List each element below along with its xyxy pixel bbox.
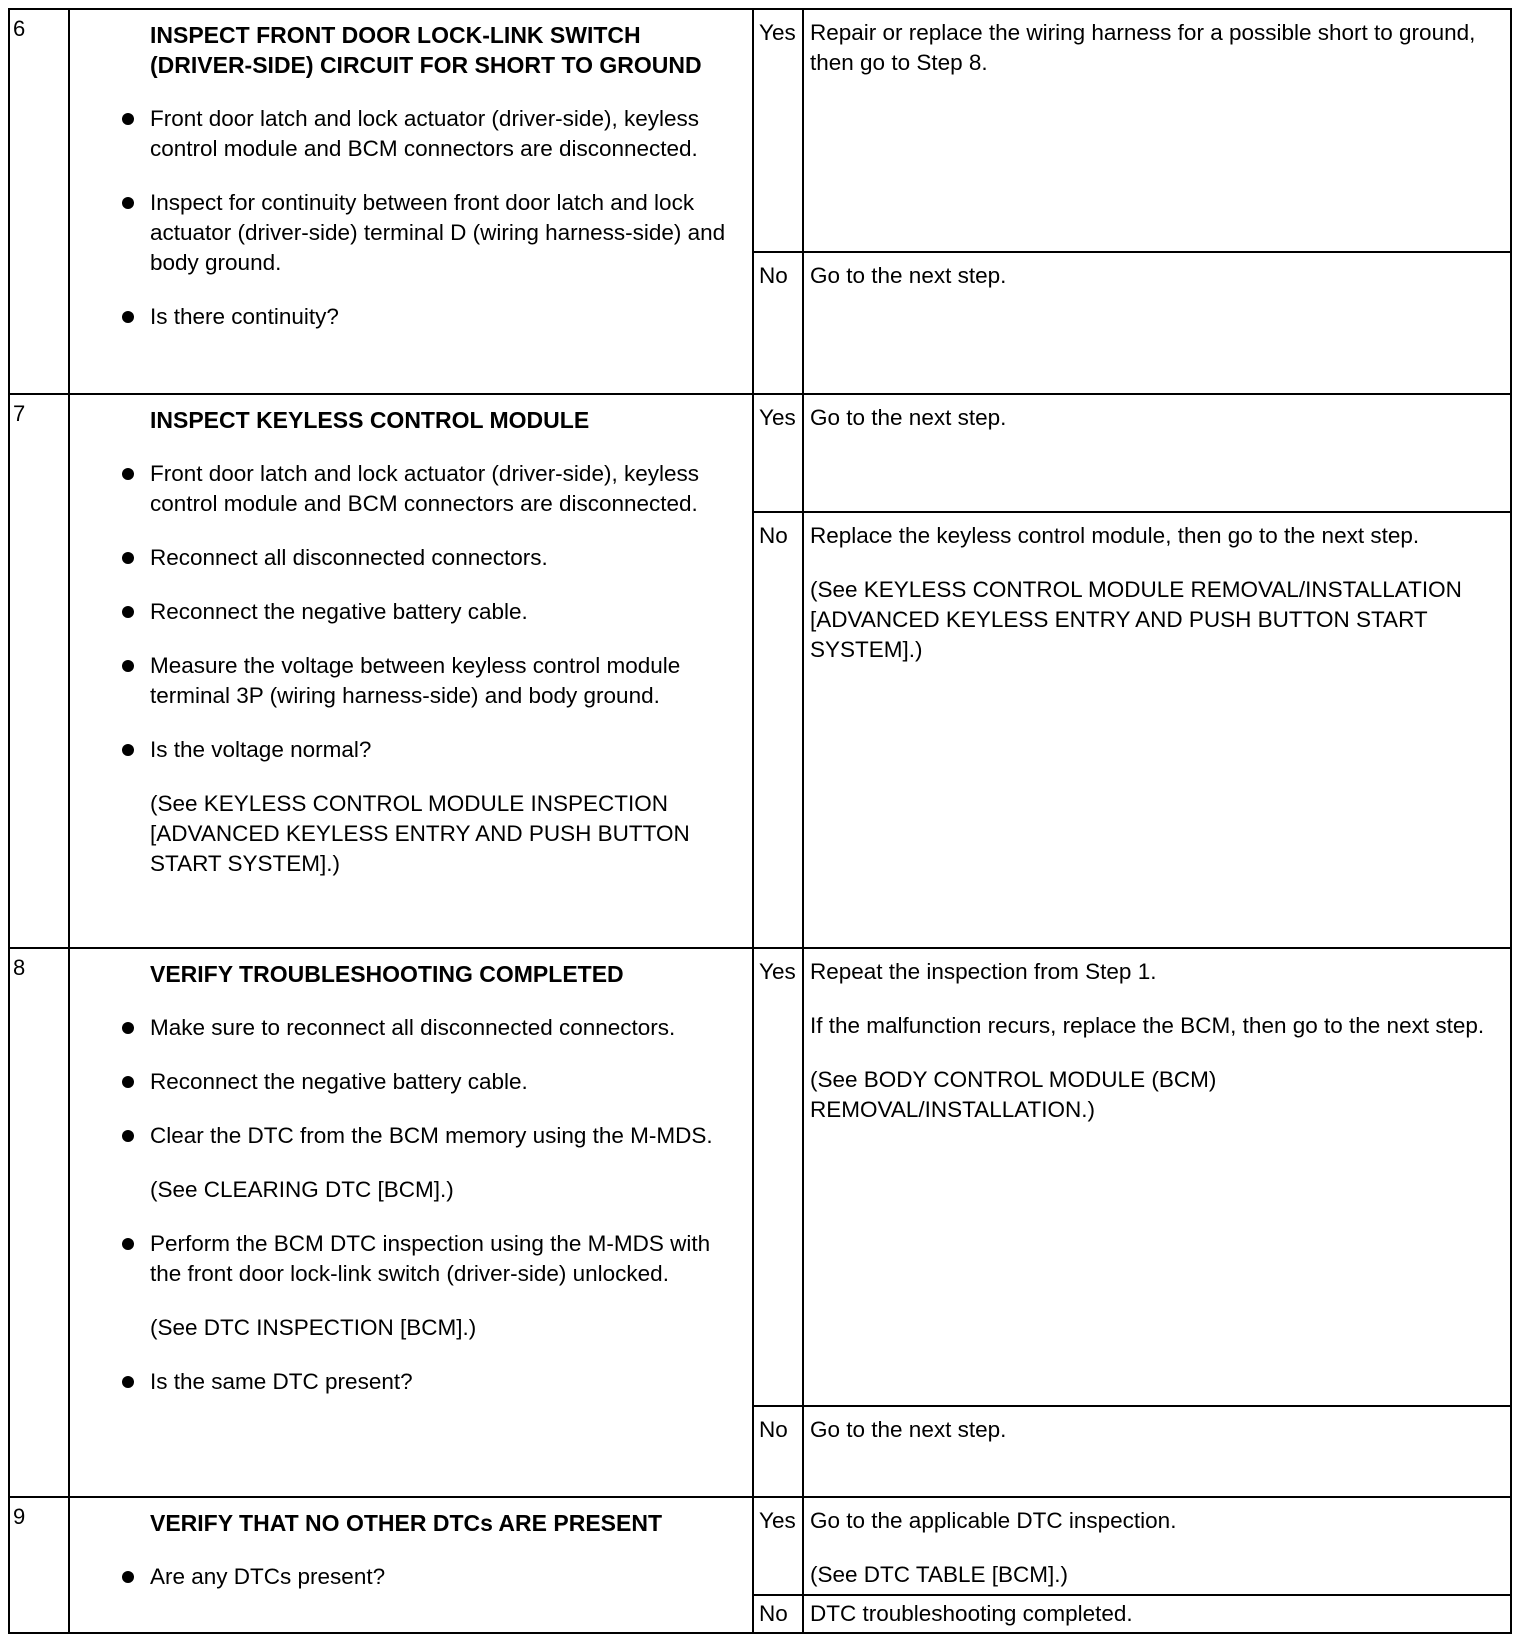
action-cell <box>69 948 753 1497</box>
step-number-cell <box>9 394 69 948</box>
no-result-text: DTC troubleshooting completed. <box>810 1601 1133 1626</box>
yes-result-cell <box>803 948 1511 1406</box>
reference-note: (See DTC INSPECTION [BCM].) <box>150 1315 477 1340</box>
reference-note: (See CLEARING DTC [BCM].) <box>150 1177 454 1202</box>
step-title: INSPECT KEYLESS CONTROL MODULE <box>150 407 590 433</box>
step-title: INSPECT FRONT DOOR LOCK-LINK SWITCH (DRIVER-SIDE) CIRCUIT FOR SHORT TO GROUND <box>150 22 702 78</box>
no-result-note: (See KEYLESS CONTROL MODULE REMOVAL/INSTALLATION [ADVANCED KEYLESS ENTRY AND PUSH BUTTON START SYSTEM].) <box>810 577 1462 662</box>
no-result-cell <box>803 1406 1511 1497</box>
yes-result-text-2: If the malfunction recurs, replace the BCM, then go to the next step. <box>810 1013 1485 1038</box>
yes-label-cell <box>753 948 803 1406</box>
no-label-cell <box>753 512 803 948</box>
table-row <box>9 1497 1511 1595</box>
no-result-cell <box>803 252 1511 394</box>
bullet-icon <box>122 1130 134 1142</box>
step-number: 6 <box>13 16 26 41</box>
bullet-icon <box>122 1076 134 1088</box>
step-number-cell <box>9 9 69 394</box>
list-item: Reconnect the negative battery cable. <box>150 1067 740 1097</box>
no-label-cell <box>753 1595 803 1633</box>
table-row <box>9 948 1511 1406</box>
no-label-cell <box>753 252 803 394</box>
yes-label: Yes <box>759 20 796 45</box>
list-item: Is there continuity? <box>150 302 740 332</box>
yes-result-text: Repeat the inspection from Step 1. <box>810 959 1157 984</box>
bullet-icon <box>122 1376 134 1388</box>
bullet-icon <box>122 1238 134 1250</box>
bullet-icon <box>122 606 134 618</box>
step-number: 9 <box>13 1504 26 1529</box>
yes-result-note: (See BODY CONTROL MODULE (BCM) REMOVAL/INSTALLATION.) <box>810 1067 1217 1122</box>
list-item: Reconnect the negative battery cable. <box>150 597 740 627</box>
yes-result-text: Repair or replace the wiring harness for a possible short to ground, then go to Step 8. <box>810 20 1476 75</box>
step-title: VERIFY TROUBLESHOOTING COMPLETED <box>150 961 624 987</box>
no-label: No <box>759 263 788 288</box>
bullet-icon <box>122 197 134 209</box>
yes-label-cell <box>753 1497 803 1595</box>
table-row <box>9 9 1511 252</box>
yes-result-cell <box>803 9 1511 252</box>
bullet-icon <box>122 1022 134 1034</box>
list-item: Measure the voltage between keyless control module terminal 3P (wiring harness-side) and body ground. <box>150 651 740 711</box>
list-item: Make sure to reconnect all disconnected connectors. <box>150 1013 740 1043</box>
no-result-text: Go to the next step. <box>810 263 1007 288</box>
bullet-icon <box>122 113 134 125</box>
list-item: Is the same DTC present? <box>150 1367 740 1397</box>
troubleshooting-table <box>8 8 1512 1634</box>
no-label: No <box>759 1601 788 1626</box>
step-title: VERIFY THAT NO OTHER DTCs ARE PRESENT <box>150 1510 663 1536</box>
bullet-icon <box>122 311 134 323</box>
yes-label: Yes <box>759 405 796 430</box>
list-item: Front door latch and lock actuator (driver-side), keyless control module and BCM connectors are disconnected. <box>150 459 740 519</box>
list-item: Perform the BCM DTC inspection using the M-MDS with the front door lock-link switch (driver-side) unlocked. <box>150 1229 740 1289</box>
no-label-cell <box>753 1406 803 1497</box>
action-cell <box>69 1497 753 1633</box>
yes-result-note: (See DTC TABLE [BCM].) <box>810 1562 1068 1587</box>
no-result-text: Replace the keyless control module, then go to the next step. <box>810 523 1420 548</box>
list-item: Inspect for continuity between front door latch and lock actuator (driver-side) terminal D (wiring harness-side) and body ground. <box>150 188 740 278</box>
list-item: Front door latch and lock actuator (driver-side), keyless control module and BCM connectors are disconnected. <box>150 104 740 164</box>
step-number-cell <box>9 1497 69 1633</box>
list-item: Reconnect all disconnected connectors. <box>150 543 740 573</box>
list-item: Are any DTCs present? <box>150 1562 740 1592</box>
bullet-icon <box>122 744 134 756</box>
step-number-cell <box>9 948 69 1497</box>
yes-label: Yes <box>759 959 796 984</box>
list-item: Is the voltage normal? <box>150 735 740 765</box>
table-row <box>9 394 1511 512</box>
yes-result-cell <box>803 1497 1511 1595</box>
list-item: Clear the DTC from the BCM memory using the M-MDS. <box>150 1121 740 1151</box>
action-cell <box>69 9 753 394</box>
bullet-icon <box>122 468 134 480</box>
yes-result-text: Go to the next step. <box>810 405 1007 430</box>
yes-label: Yes <box>759 1508 796 1533</box>
yes-result-cell <box>803 394 1511 512</box>
no-result-cell <box>803 512 1511 948</box>
no-result-cell <box>803 1595 1511 1633</box>
yes-label-cell <box>753 394 803 512</box>
bullet-icon <box>122 552 134 564</box>
step-number: 7 <box>13 401 26 426</box>
no-label: No <box>759 1417 788 1442</box>
bullet-icon <box>122 660 134 672</box>
no-result-text: Go to the next step. <box>810 1417 1007 1442</box>
reference-note: (See KEYLESS CONTROL MODULE INSPECTION [ADVANCED KEYLESS ENTRY AND PUSH BUTTON START SYSTEM].) <box>150 791 690 876</box>
action-cell <box>69 394 753 948</box>
yes-label-cell <box>753 9 803 252</box>
yes-result-text: Go to the applicable DTC inspection. <box>810 1508 1177 1533</box>
step-number: 8 <box>13 955 26 980</box>
no-label: No <box>759 523 788 548</box>
bullet-icon <box>122 1571 134 1583</box>
